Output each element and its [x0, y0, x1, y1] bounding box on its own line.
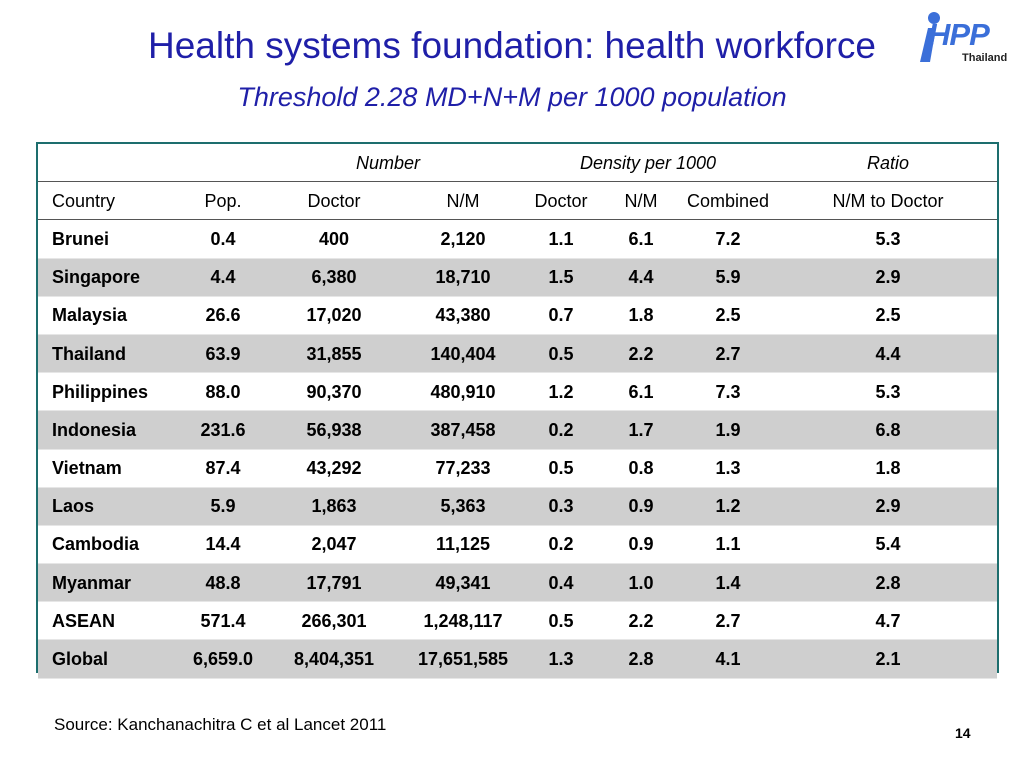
table-cell: 48.8	[187, 564, 259, 602]
table-cell: 7.2	[715, 228, 741, 249]
table-cell: 1.2	[677, 487, 779, 525]
slide-subtitle: Threshold 2.28 MD+N+M per 1000 population	[237, 82, 787, 112]
table-row	[38, 602, 997, 640]
table-cell: 2.2	[628, 610, 654, 631]
table-cell: 14.4	[205, 534, 241, 555]
table-cell: 0.3	[517, 487, 605, 525]
table-row	[38, 373, 997, 411]
table-row	[38, 525, 997, 563]
table-cell: 0.5	[548, 458, 574, 479]
table-cell: 0.8	[628, 458, 654, 479]
table-cell: 2.7	[715, 610, 741, 631]
table-cell: 17,020	[306, 305, 362, 326]
table-cell: 8,404,351	[259, 640, 409, 678]
table-row	[38, 449, 997, 487]
table-cell: 88.0	[205, 381, 241, 402]
table-cell: 6.1	[628, 228, 654, 249]
table-row	[38, 411, 997, 449]
group-header-number: Number	[259, 144, 517, 182]
group-header-blank	[38, 144, 187, 182]
table-cell: 77,233	[435, 458, 491, 479]
source-citation: Source: Kanchanachitra C et al Lancet 2011	[54, 715, 387, 734]
table-cell: 0.7	[548, 305, 574, 326]
table-cell: 2.8	[779, 564, 997, 602]
table-cell: 90,370	[306, 381, 362, 402]
table-cell: 2.1	[779, 640, 997, 678]
table-row	[38, 564, 997, 602]
country-cell: Cambodia	[52, 534, 140, 555]
table-cell: 2.2	[605, 334, 677, 372]
country-cell: Laos	[38, 487, 187, 525]
table-cell: 5,363	[409, 487, 517, 525]
column-header: Combined	[677, 182, 779, 220]
table-cell: 1.8	[628, 305, 654, 326]
table-cell: 0.5	[517, 334, 605, 372]
table-cell: 266,301	[301, 610, 367, 631]
table-cell: 17,651,585	[409, 640, 517, 678]
table-cell: 140,404	[409, 334, 517, 372]
table-cell: 2.9	[779, 487, 997, 525]
column-header: Doctor	[517, 182, 605, 220]
table-cell: 2,120	[440, 228, 486, 249]
column-header: N/M	[409, 182, 517, 220]
table-cell: 63.9	[187, 334, 259, 372]
ihpp-logo	[910, 8, 1020, 68]
table-row	[38, 487, 997, 525]
table-cell: 4.4	[187, 258, 259, 296]
table-cell: 0.5	[548, 610, 574, 631]
table-cell: 1,248,117	[423, 610, 503, 631]
logo-brand: HPP	[928, 17, 989, 52]
table-cell: 43,380	[435, 305, 491, 326]
table-cell: 0.9	[605, 487, 677, 525]
table-cell: 0.2	[517, 411, 605, 449]
table-cell: 11,125	[435, 534, 491, 555]
table-row	[38, 258, 997, 296]
group-header-density: Density per 1000	[517, 144, 779, 182]
table-cell: 1.0	[605, 564, 677, 602]
table-cell: 6,380	[259, 258, 409, 296]
country-cell: Singapore	[38, 258, 187, 296]
table-cell: 1.4	[677, 564, 779, 602]
table-cell: 5.3	[875, 381, 901, 402]
table-cell: 400	[318, 228, 350, 249]
country-cell: Myanmar	[38, 564, 187, 602]
table-cell: 1.7	[605, 411, 677, 449]
table-cell: 571.4	[200, 610, 246, 631]
table-cell: 56,938	[259, 411, 409, 449]
table-cell: 1.2	[548, 381, 574, 402]
country-cell: Indonesia	[38, 411, 187, 449]
table-cell: 18,710	[409, 258, 517, 296]
table-cell: 5.3	[875, 228, 901, 249]
column-header: Country	[38, 182, 187, 220]
table-cell: 6,659.0	[187, 640, 259, 678]
country-cell: Brunei	[52, 228, 110, 249]
table-cell: 1.8	[875, 458, 901, 479]
table-cell: 2.5	[715, 305, 741, 326]
column-header: Pop.	[187, 182, 259, 220]
table-cell: 1,863	[259, 487, 409, 525]
table-cell: 0.4	[517, 564, 605, 602]
table-cell: 31,855	[259, 334, 409, 372]
table-cell: 2,047	[311, 534, 357, 555]
table-cell: 6.1	[628, 381, 654, 402]
table-cell: 2.8	[605, 640, 677, 678]
table-cell: 17,791	[259, 564, 409, 602]
page-number: 14	[955, 725, 971, 741]
table-row	[38, 296, 997, 334]
workforce-table	[36, 142, 999, 673]
table-cell: 5.4	[875, 534, 901, 555]
table-cell: 2.5	[875, 305, 901, 326]
table-cell: 4.4	[779, 334, 997, 372]
group-header-row	[38, 144, 997, 182]
column-header: N/M	[605, 182, 677, 220]
table-cell: 7.3	[715, 381, 741, 402]
table-cell: 480,910	[430, 381, 496, 402]
column-header: N/M to Doctor	[779, 182, 997, 220]
table-cell: 4.4	[605, 258, 677, 296]
table-cell: 4.1	[677, 640, 779, 678]
slide-title: Health systems foundation: health workforce	[147, 25, 877, 66]
table-cell: 5.9	[677, 258, 779, 296]
table-cell: 4.7	[875, 610, 901, 631]
table-cell: 6.8	[779, 411, 997, 449]
country-cell: ASEAN	[52, 610, 116, 631]
table-cell: 1.5	[517, 258, 605, 296]
table-cell: 1.3	[517, 640, 605, 678]
table-cell: 1.9	[677, 411, 779, 449]
table-row	[38, 334, 997, 372]
table-cell: 5.9	[187, 487, 259, 525]
table-cell: 387,458	[409, 411, 517, 449]
table-cell: 43,292	[306, 458, 362, 479]
table-cell: 49,341	[409, 564, 517, 602]
country-cell: Vietnam	[52, 458, 122, 479]
table-cell: 0.9	[628, 534, 654, 555]
column-header: Doctor	[259, 182, 409, 220]
table-cell: 0.4	[210, 228, 236, 249]
table-cell: 87.4	[205, 458, 241, 479]
table-cell: 0.2	[548, 534, 574, 555]
table-row	[38, 640, 997, 678]
table-cell: 1.3	[715, 458, 741, 479]
country-cell: Malaysia	[52, 305, 128, 326]
group-header-ratio: Ratio	[779, 144, 997, 182]
country-cell: Philippines	[52, 381, 149, 402]
column-header-row	[38, 182, 997, 220]
country-cell: Global	[38, 640, 187, 678]
table-cell: 2.7	[677, 334, 779, 372]
group-header-blank	[187, 144, 259, 182]
logo-country: Thailand	[962, 52, 1008, 64]
table-cell: 231.6	[187, 411, 259, 449]
table-cell: 1.1	[548, 228, 574, 249]
country-cell: Thailand	[38, 334, 187, 372]
table-cell: 1.1	[715, 534, 741, 555]
table-row	[38, 220, 997, 258]
table-cell: 2.9	[779, 258, 997, 296]
table-cell: 26.6	[205, 305, 241, 326]
